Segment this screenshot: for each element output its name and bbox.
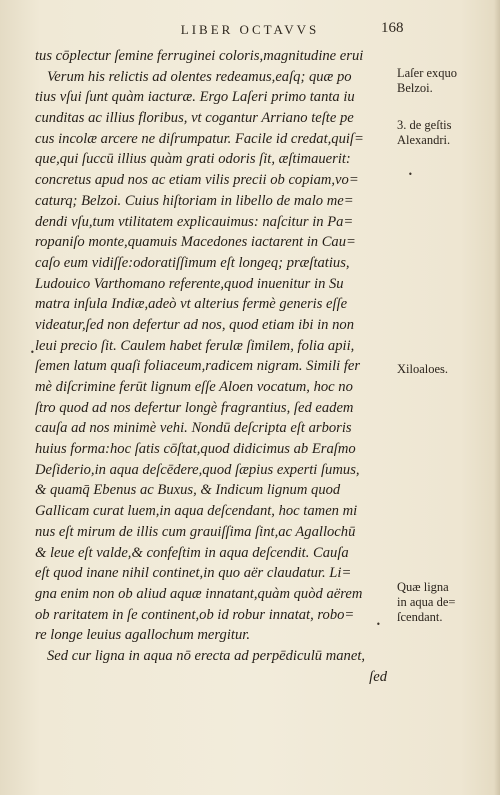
gloss-line: ſcendant. (397, 610, 443, 624)
text-line: cunditas ac illius floribus, vt cogantur Arriano teſte pe (35, 110, 354, 127)
text-line: que,qui ſuccū illius quàm grati odoris ſit, æſtimauerit: (35, 151, 351, 168)
text-line: videatur,ſed non defertur ad nos, quod etiam ibi in non (35, 316, 355, 333)
gloss-line: 3. de geſtis (397, 118, 452, 132)
text-line: concretus apud nos ac etiam vilis precii ob copiam,vo= (35, 172, 359, 189)
text-line: Ludouico Varthomano referente,quod inuenitur in Su (35, 275, 344, 292)
margin-gloss-laser (397, 66, 497, 96)
text-line: cus incolæ arcere ne diſrumpatur. Facile id credat,quiſ= (35, 130, 364, 147)
folio-number: 168 (381, 20, 404, 36)
text-line: mè diſcrimine ferūt lignum eſſe Aloen vocatum, hoc no (35, 379, 353, 395)
text-line: eſt quod inane nihil continet,in quo aër claudatur. Li= (35, 565, 352, 582)
text-line: re longe leuius agallochum mergitur. (35, 627, 250, 644)
text-line: matra inſula Indiæ,adeò vt alterius fermè generis eſſe (35, 296, 348, 313)
text-line: ob raritatem in ſe continent,ob id robur innatat, robo= (35, 606, 355, 623)
text-line: Verum his relictis ad olentes redeamus,eaſq; quæ po (47, 68, 352, 85)
text-line: caſo eum vidiſſe:odoratiſſimum eſt longeq; præſtatius, (35, 254, 350, 271)
text-line: ropaniſo monte,quamuis Macedones iactarent in Cau= (35, 234, 356, 251)
text-line: caturq; Belzoi. Cuius hiſtoriam in libello de malo me= (35, 192, 354, 209)
margin-gloss-xiloaloes (397, 362, 497, 377)
margin-gloss-alexandri (397, 118, 497, 148)
gloss-line: Alexandri. (397, 133, 451, 147)
gloss-line: in aqua de= (397, 595, 456, 609)
text-line: cauſa ad nos minimè vehi. Nondū deſcripta eſt arboris (35, 420, 352, 437)
margin-dot-mark: • (408, 170, 413, 179)
margin-dot-mark: • (376, 620, 381, 629)
text-line: dendi vſu,tum vtilitatem explicauimus: naſcitur in Pa= (35, 213, 354, 230)
text-line: nus eſt mirum de illis cum grauiſſima ſint,ac Agallochū (35, 523, 356, 540)
text-line: Sed cur ligna in aqua nō erecta ad perpēdiculū manet, (47, 647, 366, 664)
text-line: ſemen latum quaſi foliaceum,radicem nigram. Simili fer (35, 358, 361, 375)
text-line: & leue eſt valde,& confeſtim in aqua deſcendit. Cauſa (35, 544, 349, 561)
gloss-line: Xiloaloes. (397, 362, 449, 376)
margin-dot-mark: • (30, 348, 35, 357)
text-line: Deſiderio,in aqua deſcēdere,quod ſæpius experti ſumus, (35, 461, 360, 478)
gloss-line: Belzoi. (397, 81, 433, 95)
text-line: leui precio ſit. Caulem habet ferulæ ſimilem, folia apii, (35, 337, 355, 354)
text-line: ſtro quod ad nos defertur longè fragrantius, ſed eadem (35, 399, 354, 416)
gloss-line: Laſer exquo (397, 66, 458, 80)
text-line: gna enim non ob aliud aquæ innatant,quàm quòd aërem (35, 585, 363, 602)
body-text (35, 46, 395, 687)
text-line: huius forma:hoc ſatis cōſtat,quod didicimus ab Eraſmo (35, 441, 356, 458)
text-line: tius vſui ſunt quàm iacturæ. Ergo Laſeri primo tanta iu (35, 89, 355, 106)
running-head: LIBER OCTAVVS (180, 22, 320, 37)
text-line: tus cōplectur ſemine ferruginei coloris,magnitudine erui (35, 48, 364, 64)
text-line: ſed (369, 668, 387, 685)
gloss-line: Quæ ligna (397, 580, 449, 594)
margin-gloss-ligna (397, 580, 497, 625)
page-edge-shadow (494, 0, 500, 795)
text-line: & quamq̄ Ebenus ac Buxus, & Indicum lignum quod (35, 482, 341, 499)
text-line: Gallicam curat luem,in aqua deſcendant, hoc tamen mi (35, 503, 358, 520)
